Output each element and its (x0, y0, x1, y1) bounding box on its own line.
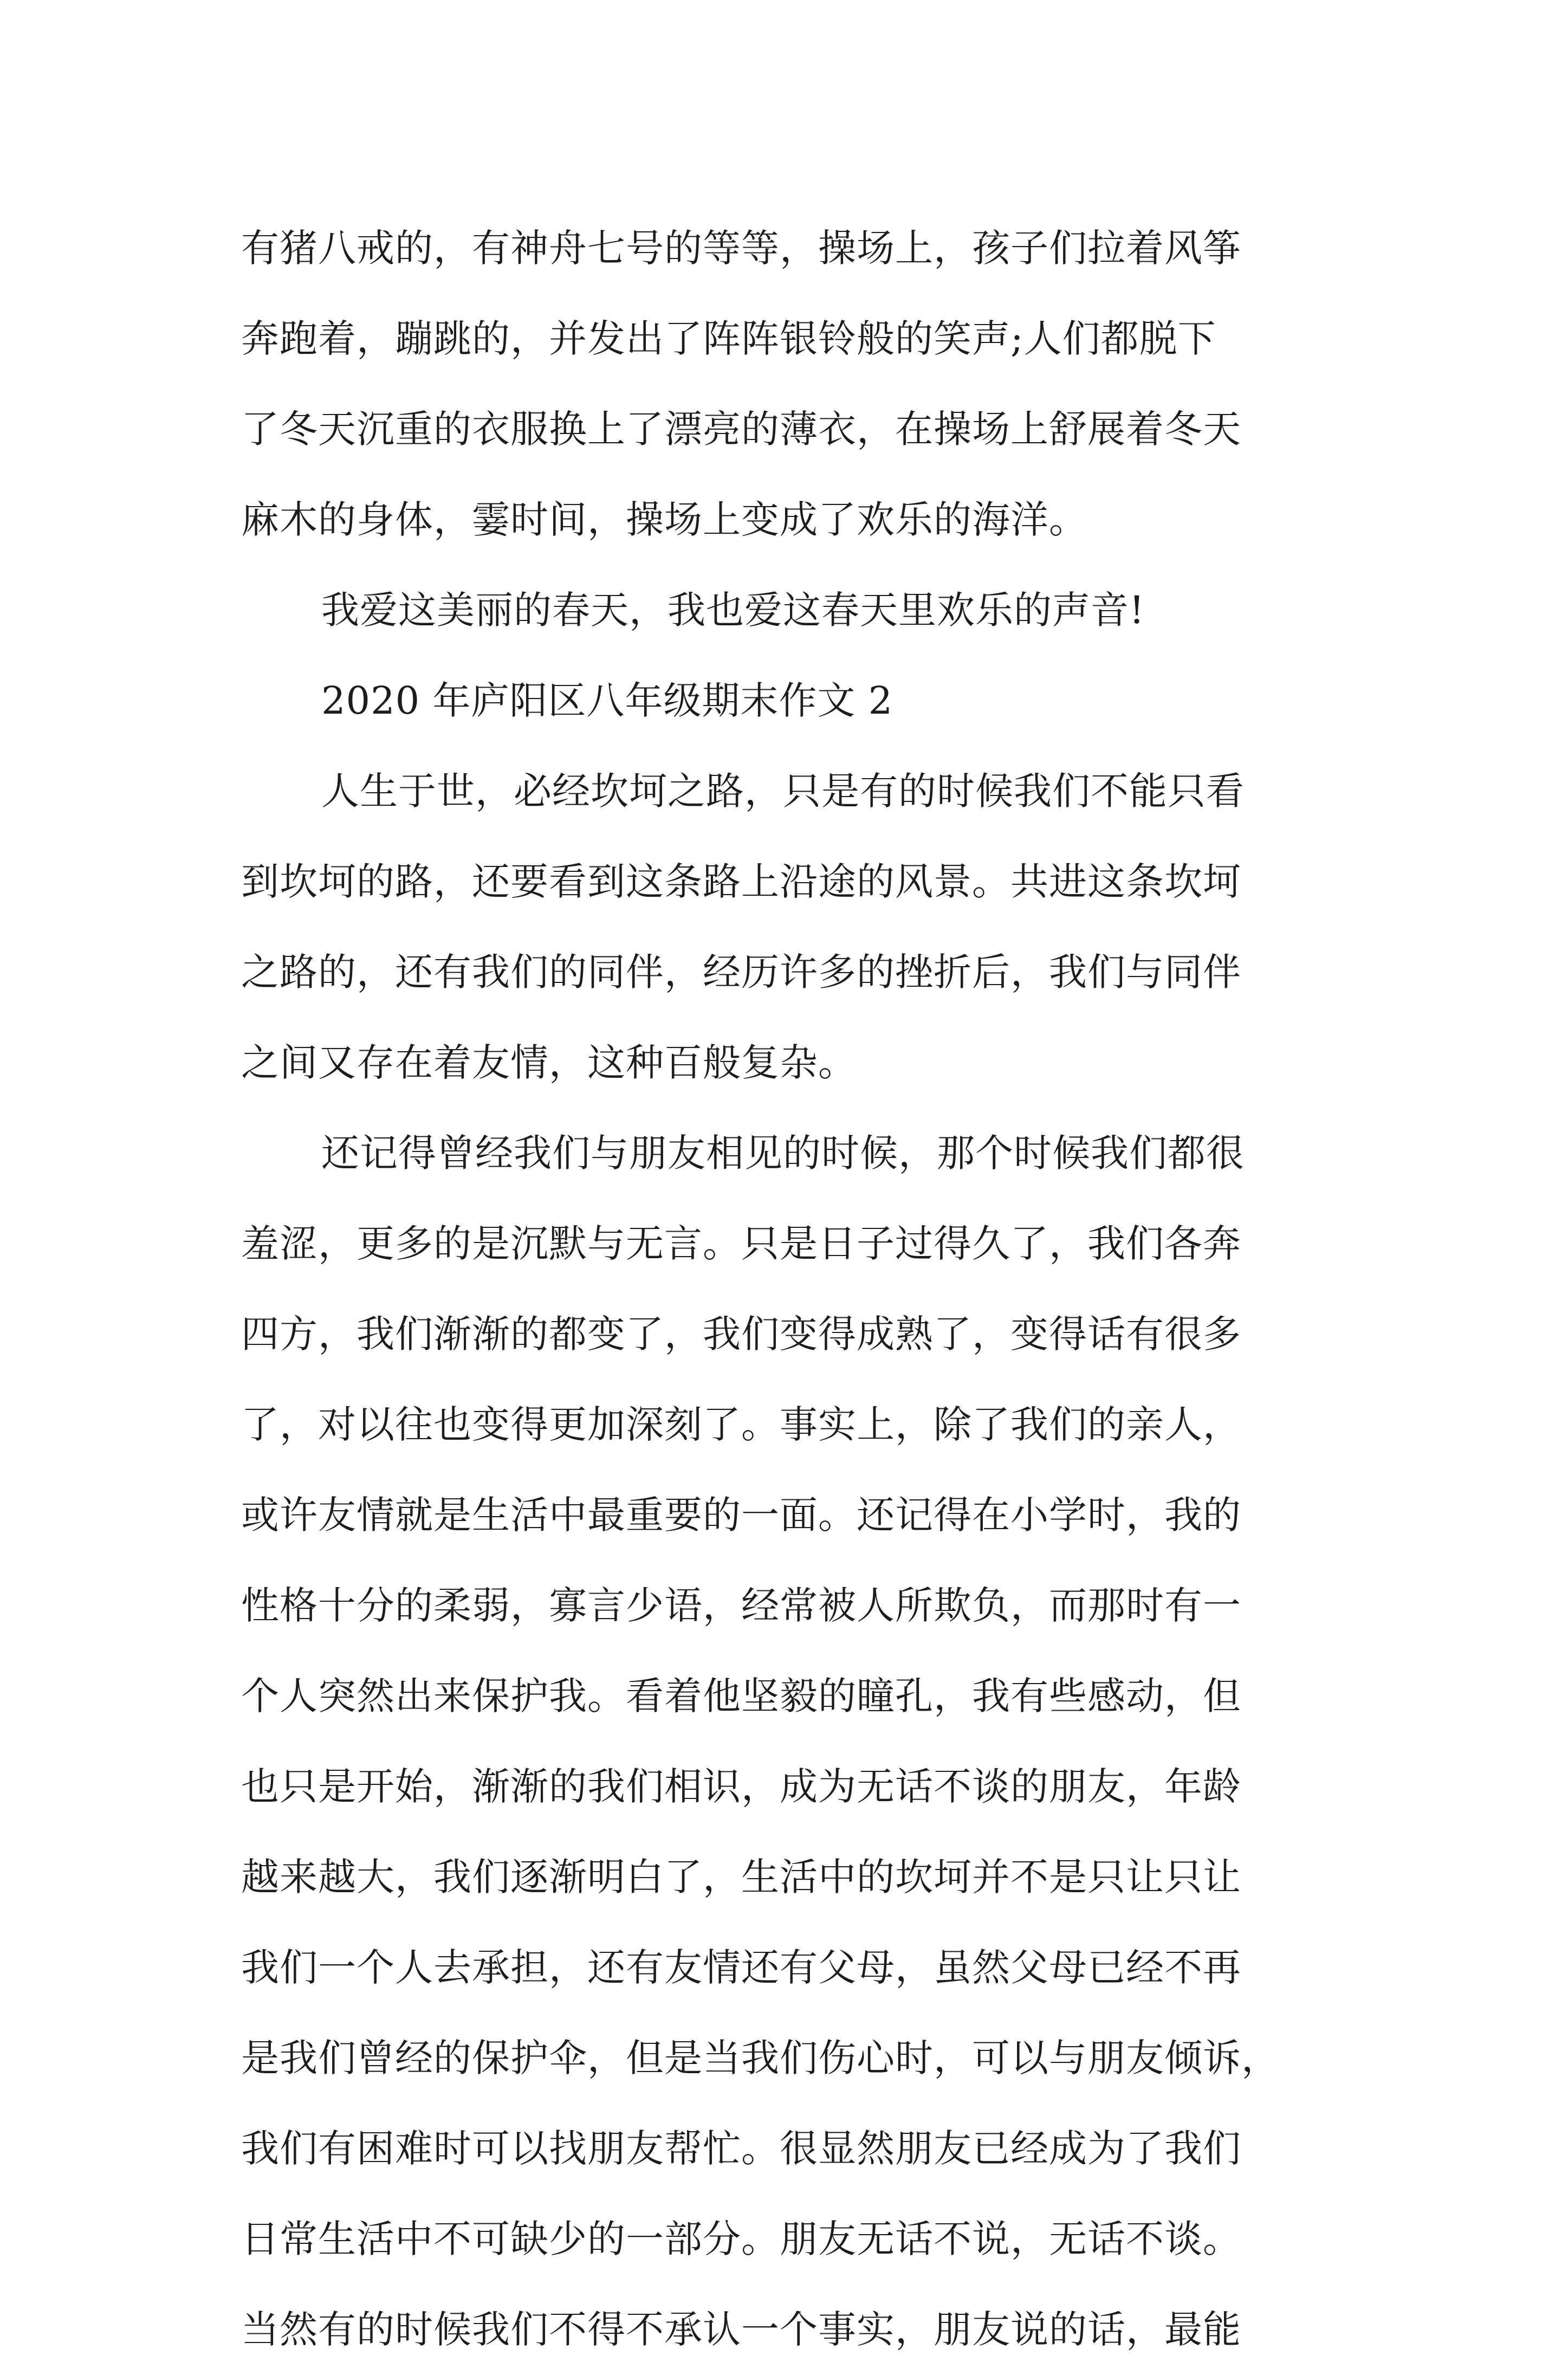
text-line: 了，对以往也变得更加深刻了。事实上，除了我们的亲人， (241, 1402, 1241, 1447)
text-line: 或许友情就是生活中最重要的一面。还记得在小学时，我的 (241, 1493, 1241, 1537)
text-line: 到坎坷的路，还要看到这条路上沿途的风景。共进这条坎坷 (241, 859, 1241, 904)
text-line: 我爱这美丽的春天，我也爱这春天里欢乐的声音! (321, 588, 1145, 632)
text-line: 有猪八戒的，有神舟七号的等等，操场上，孩子们拉着风筝 (241, 226, 1241, 270)
text-line: 还记得曾经我们与朋友相见的时候，那个时候我们都很 (321, 1131, 1245, 1175)
body-text (241, 203, 1379, 2375)
text-line: 之间又存在着友情，这种百般复杂。 (241, 1040, 857, 1085)
text-line: 越来越大，我们逐渐明白了，生活中的坎坷并不是只让只让 (241, 1855, 1241, 1899)
text-line: 麻木的身体，霎时间，操场上变成了欢乐的海洋。 (241, 497, 1087, 542)
text-line: 也只是开始，渐渐的我们相识，成为无话不谈的朋友，年龄 (241, 1764, 1241, 1809)
text-line: 羞涩，更多的是沉默与无言。只是日子过得久了，我们各奔 (241, 1221, 1241, 1266)
text-line: 日常生活中不可缺少的一部分。朋友无话不说，无话不谈。 (241, 2217, 1241, 2261)
text-line: 了冬天沉重的衣服换上了漂亮的薄衣，在操场上舒展着冬天 (241, 407, 1241, 451)
text-line: 个人突然出来保护我。看着他坚毅的瞳孔，我有些感动，但 (241, 1674, 1241, 1718)
text-line: 奔跑着，蹦跳的，并发出了阵阵银铃般的笑声;人们都脱下 (241, 316, 1216, 361)
text-line: 是我们曾经的保护伞，但是当我们伤心时，可以与朋友倾诉， (241, 2036, 1280, 2080)
essay-heading: 2020 年庐阳区八年级期末作文 2 (321, 678, 893, 723)
text-line: 我们有困难时可以找朋友帮忙。很显然朋友已经成为了我们 (241, 2126, 1241, 2171)
text-line: 之路的，还有我们的同伴，经历许多的挫折后，我们与同伴 (241, 950, 1241, 994)
text-line: 四方，我们渐渐的都变了，我们变得成熟了，变得话有很多 (241, 1312, 1241, 1356)
text-line: 我们一个人去承担，还有友情还有父母，虽然父母已经不再 (241, 1945, 1241, 1990)
text-line: 人生于世，必经坎坷之路，只是有的时候我们不能只看 (321, 769, 1245, 813)
text-line: 当然有的时候我们不得不承认一个事实，朋友说的话，最能 (241, 2307, 1241, 2352)
text-line: 性格十分的柔弱，寡言少语，经常被人所欺负，而那时有一 (241, 1583, 1241, 1628)
